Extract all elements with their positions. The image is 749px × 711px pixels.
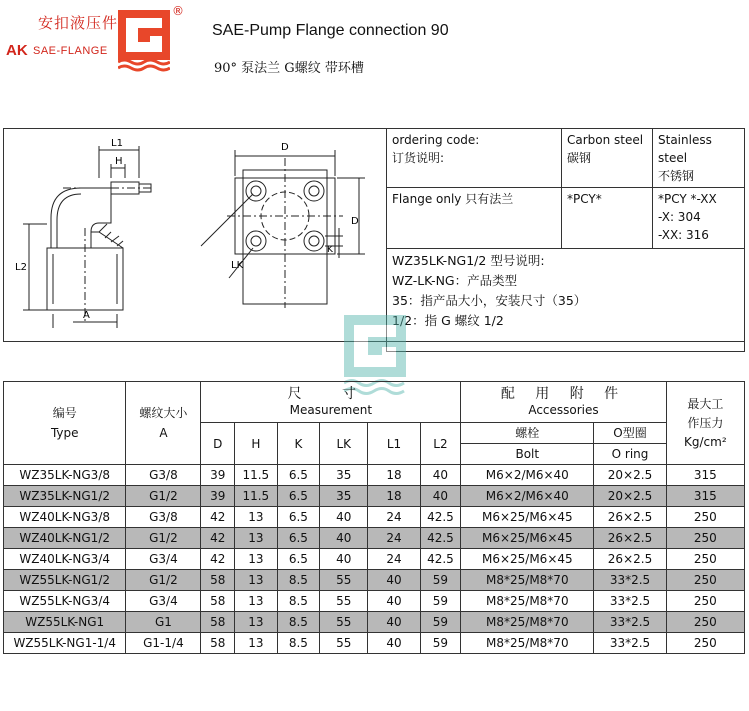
cell-d: 42	[201, 528, 235, 549]
cell-k: 6.5	[277, 549, 319, 570]
table-row	[4, 507, 745, 528]
header-pressure-cn-2: 作压力	[687, 415, 724, 430]
cell-k: 8.5	[277, 612, 319, 633]
cell-l1: 24	[368, 528, 420, 549]
cell-h: 13	[235, 612, 278, 633]
cell-l2: 40	[420, 486, 461, 507]
cell-h: 13	[235, 528, 278, 549]
carbon-steel-cell	[562, 129, 653, 188]
cell-lk: 40	[320, 528, 368, 549]
cell-l1: 24	[368, 549, 420, 570]
cell-a: G3/4	[126, 591, 201, 612]
cell-pressure: 315	[666, 486, 744, 507]
header-h: H	[235, 423, 278, 465]
cell-oring: 20×2.5	[594, 465, 666, 486]
model-type-note: WZ-LK-NG：产品类型	[392, 273, 518, 288]
pcy-xx-code: *PCY *-XX	[658, 192, 717, 206]
cell-l2: 59	[420, 591, 461, 612]
header-measure-en: Measurement	[289, 403, 373, 417]
model-size-note: 35：指产品大小，安装尺寸（35）	[392, 293, 587, 308]
cell-lk: 35	[320, 465, 368, 486]
header-pressure	[666, 382, 744, 465]
cell-a: G3/4	[126, 549, 201, 570]
cell-d: 42	[201, 507, 235, 528]
cell-pressure: 250	[666, 549, 744, 570]
cell-lk: 55	[320, 591, 368, 612]
page-subtitle: 90° 泵法兰 G螺纹 带环槽	[214, 61, 364, 76]
cell-lk: 40	[320, 507, 368, 528]
cell-k: 8.5	[277, 633, 319, 654]
cell-bolt: M6×2/M6×40	[461, 486, 594, 507]
cell-d: 58	[201, 591, 235, 612]
header-oring-cn: O型圈	[594, 423, 666, 444]
dim-l2-label: L2	[15, 262, 27, 273]
header-oring-en: O ring	[594, 444, 666, 465]
cell-l2: 59	[420, 633, 461, 654]
stainless-cell	[653, 129, 745, 188]
cell-oring: 26×2.5	[594, 549, 666, 570]
cell-type: WZ55LK-NG1-1/4	[4, 633, 126, 654]
cell-a: G3/8	[126, 507, 201, 528]
flange-only-label: Flange only 只有法兰	[392, 192, 514, 206]
brand-name-en: SAE-FLANGE	[33, 45, 108, 57]
spec-table	[3, 381, 745, 654]
cell-h: 11.5	[235, 465, 278, 486]
cell-bolt: M6×2/M6×40	[461, 465, 594, 486]
cell-bolt: M8*25/M8*70	[461, 591, 594, 612]
cell-pressure: 250	[666, 528, 744, 549]
table-row	[4, 549, 745, 570]
cell-type: WZ55LK-NG1/2	[4, 570, 126, 591]
cell-d: 58	[201, 612, 235, 633]
cell-l1: 18	[368, 486, 420, 507]
cell-l2: 40	[420, 465, 461, 486]
cell-type: WZ35LK-NG3/8	[4, 465, 126, 486]
header-pressure-unit: Kg/cm²	[684, 434, 727, 449]
cell-h: 11.5	[235, 486, 278, 507]
carbon-steel-label: Carbon steel	[567, 133, 644, 147]
header-accessories	[461, 382, 666, 423]
brand-name-cn: 安扣液压件	[38, 14, 119, 32]
pcy-cell	[562, 188, 653, 249]
cell-oring: 33*2.5	[594, 612, 666, 633]
cell-type: WZ55LK-NG1	[4, 612, 126, 633]
cell-bolt: M8*25/M8*70	[461, 612, 594, 633]
cell-a: G1/2	[126, 486, 201, 507]
xx-316-code: -XX: 316	[658, 228, 709, 242]
cell-oring: 20×2.5	[594, 486, 666, 507]
model-example: WZ35LK-NG1/2 型号说明:	[392, 253, 545, 268]
cell-d: 42	[201, 549, 235, 570]
cell-k: 8.5	[277, 591, 319, 612]
spec-table-body	[4, 465, 745, 654]
cell-l1: 40	[368, 591, 420, 612]
cell-l1: 40	[368, 633, 420, 654]
cell-d: 39	[201, 465, 235, 486]
header-type	[4, 382, 126, 465]
table-row	[4, 570, 745, 591]
header-acc-en: Accessories	[528, 403, 599, 417]
cell-k: 8.5	[277, 570, 319, 591]
cell-a: G1/2	[126, 528, 201, 549]
cell-oring: 33*2.5	[594, 591, 666, 612]
cell-lk: 55	[320, 570, 368, 591]
header-thread-en: A	[159, 426, 168, 440]
dim-h-label: H	[115, 156, 123, 167]
cell-lk: 40	[320, 549, 368, 570]
cell-type: WZ40LK-NG3/4	[4, 549, 126, 570]
cell-k: 6.5	[277, 465, 319, 486]
cell-lk: 55	[320, 612, 368, 633]
header-thread	[126, 382, 201, 465]
dim-k-label: K	[327, 245, 333, 255]
cell-k: 6.5	[277, 486, 319, 507]
header-l1: L1	[368, 423, 420, 465]
cell-k: 6.5	[277, 528, 319, 549]
header-thread-cn: 螺纹大小	[139, 406, 188, 420]
registered-mark: ®	[172, 4, 184, 18]
cell-lk: 35	[320, 486, 368, 507]
cell-l2: 59	[420, 612, 461, 633]
cell-bolt: M8*25/M8*70	[461, 633, 594, 654]
header-lk: LK	[320, 423, 368, 465]
cell-oring: 33*2.5	[594, 570, 666, 591]
header-acc-cn: 配 用 附 件	[500, 386, 627, 402]
pcy-xx-cell	[653, 188, 745, 249]
cell-h: 13	[235, 591, 278, 612]
dim-a-label: A	[83, 310, 90, 321]
technical-drawing	[3, 128, 386, 342]
header-measure-cn: 尺 寸	[287, 386, 375, 402]
cell-d: 39	[201, 486, 235, 507]
cell-type: WZ35LK-NG1/2	[4, 486, 126, 507]
cell-oring: 33*2.5	[594, 633, 666, 654]
cell-l1: 18	[368, 465, 420, 486]
stainless-label-2: steel	[658, 151, 688, 165]
cell-d: 58	[201, 633, 235, 654]
cell-l2: 42.5	[420, 507, 461, 528]
cell-bolt: M6×25/M6×45	[461, 549, 594, 570]
cell-h: 13	[235, 633, 278, 654]
header-type-cn: 编号	[52, 406, 77, 420]
table-row	[4, 591, 745, 612]
cell-k: 6.5	[277, 507, 319, 528]
flange-only-cell	[387, 188, 562, 249]
brand-logo-icon	[118, 10, 170, 72]
ordering-code-label: ordering code:	[392, 133, 480, 147]
stainless-label-1: Stainless	[658, 133, 712, 147]
cell-a: G3/8	[126, 465, 201, 486]
cell-h: 13	[235, 549, 278, 570]
cell-bolt: M6×25/M6×45	[461, 507, 594, 528]
brand-ak: AK	[6, 42, 28, 59]
cell-l2: 42.5	[420, 549, 461, 570]
cell-type: WZ40LK-NG3/8	[4, 507, 126, 528]
cell-oring: 26×2.5	[594, 528, 666, 549]
ordering-code-cell	[387, 129, 562, 188]
cell-type: WZ55LK-NG3/4	[4, 591, 126, 612]
cell-l2: 59	[420, 570, 461, 591]
ordering-info-table	[386, 128, 745, 352]
table-row	[4, 528, 745, 549]
ordering-code-cn: 订货说明:	[392, 151, 445, 165]
model-thread-note: 1/2：指 G 螺纹 1/2	[392, 313, 504, 328]
table-row	[4, 612, 745, 633]
header-k: K	[277, 423, 319, 465]
header-measurement	[201, 382, 461, 423]
header-bolt-en: Bolt	[461, 444, 594, 465]
page-title: SAE-Pump Flange connection 90	[212, 22, 449, 39]
header-l2: L2	[420, 423, 461, 465]
dim-d-top-label: D	[281, 142, 289, 153]
dim-d-side-label: D	[351, 216, 359, 227]
header-type-en: Type	[50, 426, 79, 440]
cell-a: G1	[126, 612, 201, 633]
cell-l1: 40	[368, 612, 420, 633]
cell-bolt: M8*25/M8*70	[461, 570, 594, 591]
model-explanation-cell	[387, 249, 745, 352]
header-bolt-cn: 螺栓	[461, 423, 594, 444]
header-d: D	[201, 423, 235, 465]
dim-l1-label: L1	[111, 138, 123, 149]
table-row	[4, 486, 745, 507]
dim-lk-label: LK	[231, 260, 244, 271]
cell-l1: 24	[368, 507, 420, 528]
cell-lk: 55	[320, 633, 368, 654]
cell-pressure: 250	[666, 591, 744, 612]
cell-pressure: 315	[666, 465, 744, 486]
cell-a: G1/2	[126, 570, 201, 591]
pcy-code: *PCY*	[567, 192, 602, 206]
cell-pressure: 250	[666, 507, 744, 528]
cell-a: G1-1/4	[126, 633, 201, 654]
table-row	[4, 633, 745, 654]
cell-l2: 42.5	[420, 528, 461, 549]
cell-oring: 26×2.5	[594, 507, 666, 528]
stainless-cn: 不锈钢	[658, 169, 695, 183]
cell-h: 13	[235, 507, 278, 528]
cell-l1: 40	[368, 570, 420, 591]
cell-d: 58	[201, 570, 235, 591]
cell-pressure: 250	[666, 633, 744, 654]
cell-pressure: 250	[666, 612, 744, 633]
cell-type: WZ40LK-NG1/2	[4, 528, 126, 549]
header-pressure-cn-1: 最大工	[687, 396, 724, 411]
table-row	[4, 465, 745, 486]
cell-h: 13	[235, 570, 278, 591]
carbon-steel-cn: 碳钢	[567, 151, 592, 165]
cell-bolt: M6×25/M6×45	[461, 528, 594, 549]
cell-pressure: 250	[666, 570, 744, 591]
x-304-code: -X: 304	[658, 210, 701, 224]
